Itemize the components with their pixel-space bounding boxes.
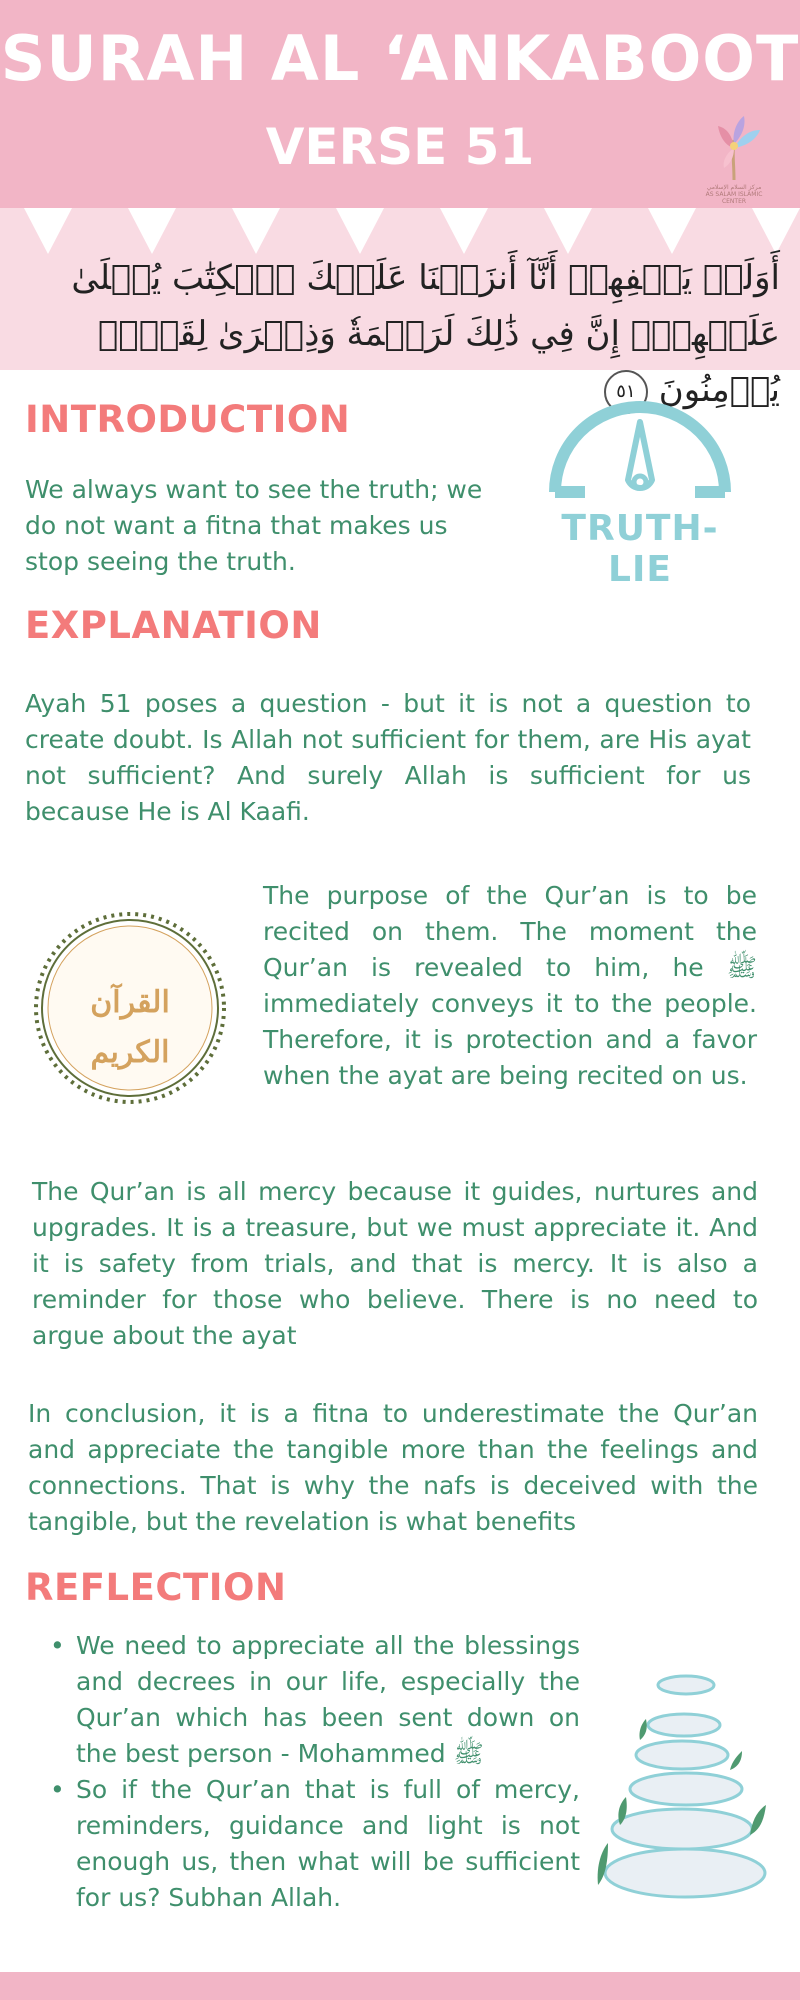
page-subtitle: VERSE 51 [265,118,535,176]
explanation-paragraph-3: The Qur’an is all mercy because it guides, nurtures and upgrades. It is a treasure, but we must appreciate it. And it is safety from trials, and that is mercy. It is also a reminder for those who believe. There is no need to argue about the ayat [32,1177,758,1350]
page-title: SURAH AL ‘ANKABOOT [0,22,800,95]
emblem-text: القرآن الكريم [90,985,170,1070]
explanation-paragraph-4: In conclusion, it is a fitna to underestimate the Qur’an and appreciate the tangible more than the feelings and connections. That is why the nafs is deceived with the tangible, but the revelation is what benefits [28,1399,758,1536]
reflection-item: • We need to appreciate all the blessings and decrees in our life, especially the Qur’an which has been sent down on the best person - Mohammed ﷺ [28,1628,580,1772]
introduction-text: We always want to see the truth; we do not want a fitna that makes us stop seeing the truth. [25,475,483,576]
truth-lie-gauge [540,392,740,590]
flower-logo-icon [696,108,772,184]
quran-emblem [30,908,230,1108]
explanation-paragraph-2: The purpose of the Qur’an is to be recited on them. The moment the Qur’an is revealed to him, he ﷺ immediately conveys it to the people. Therefore, it is protection and a favor when the ayat are being recited on us. [263,881,757,1090]
introduction-heading: INTRODUCTION [25,398,351,441]
gauge-icon [540,392,740,512]
footer-bar [0,1972,800,2000]
reflection-heading: REFLECTION [25,1566,287,1609]
stacked-stones-illustration [590,1665,790,1915]
gauge-label: TRUTH-LIE [561,508,719,590]
logo-text-arabic: مركز السلام الإسلامي [706,184,762,191]
header-banner [0,0,800,208]
verse-number-badge: ٥١ [604,370,648,414]
zigzag-decoration [0,208,800,254]
explanation-paragraph-1: Ayah 51 poses a question - but it is not a question to create doubt. Is Allah not sufficient for them, are His ayat not sufficient? And surely Allah is sufficient for us because He is Al Kaafi. [25,689,751,826]
logo-text-english: AS SALAM ISLAMIC CENTER [705,191,763,205]
verse-arabic: أَوَلَمۡ يَكۡفِهِمۡ أَنَّآ أَنزَلۡنَا عَلَيۡكَ ٱلۡكِتَٰبَ يُتۡلَىٰ عَلَيۡهِمۡۚ إِنَّ فِي ذَٰلِكَ لَرَحۡمَةٗ وَذِكۡرَىٰ لِقَوۡمٖ يُؤۡمِنُونَ [71,258,780,410]
verse-band [0,208,800,410]
center-logo [696,108,772,205]
reflection-item: • So if the Qur’an that is full of mercy, reminders, guidance and light is not enough us, then what will be sufficient for us? Subhan Allah. [28,1772,580,1916]
reflection-list [28,1628,580,1916]
stones-icon [590,1665,790,1915]
explanation-heading: EXPLANATION [25,604,322,647]
